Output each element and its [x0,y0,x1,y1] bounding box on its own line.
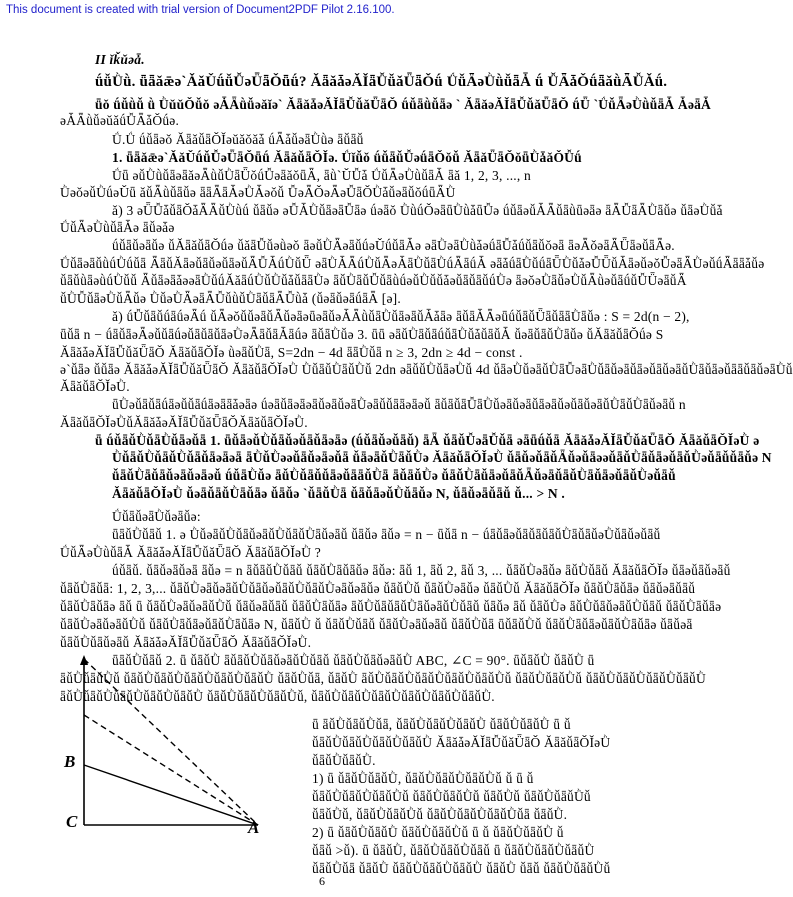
text-line: ǖǟǚǛǚǟǚ 2. ǖ ǚǟǚǛ ǟǚǟǚǛǚǟǚǝǟǚǛǚǟǚ ǚǟǚǛǚǟǚǝǟǚǛ ABC, ∠C = 90°. ǖǚǟǚǛ ǚǟǚǛ ǖ [112,653,595,668]
label-c: C [66,812,78,831]
text-line: ǛǝǒǝǚǛǘǝǓǖ ǎǚǞǜǚǟǚǝ ǟǟǞǟǠǝǛǠǝǒǚ ǙǝǞǑǝǞǝǙǟǑǛǡǚǝǟǚǒǘǖǞǛ [60,185,456,200]
text-line: ǚǟǚǛǚǟǚǛ. [312,753,376,768]
text-line: II ǐǩǔǝǡ. [95,52,145,67]
text-line: 1) ǖ ǚǟǚǛǚǟǚǛ, ǚǟǚǛǚǟǚǛǚǟǚǛǚ ǚ ǖ ǚ [312,771,534,786]
triangle-figure [60,655,270,835]
text-line: 1. ǖǟǎǣǝ`ǍǎǓǘǚǙǝǕǟǑǖǘ ǍǟǎǚǟǑǏǝ. Ǘǐǚǒ ǘǚǟǚǙǝǘǟǑǒǚ ǍǟǎǕǟǑǒǖǛǡǎǑǙǘ [112,150,582,165]
text-line: ǚǟǚǛǚǟ ǚǟǚǛ ǚǟǚǛǚǟǚǛǚǟǚǛ ǚǟǚǛ ǚǟǚ ǚǟǚǛǚǟǚǛǚ [312,861,611,876]
text-line: ǖ ǘǚǟǚǛǚǟǛǚǟǝǚǟ 1. ǖǚǟǝǚǛǚǟǚǝǚǟǚǟǝǟǝ (ǘǚǟǚǝǚǟǚ) ǟǞ ǚǟǚǙǝǟǙǚǟ ǝǟǖǘǚǟ ǍǟǎǡǝǍǏǟǙǚǎǕǟǑ ǍǟǎǚǟǑǏǝǛ ǝ [95,433,760,448]
label-a: A [248,818,260,837]
text-line: ǍǟǎǚǟǑǏǝǛǚǍǟǎǡǝǍǏǟǙǚǎǕǟǑǍǟǎǚǟǑǏǝǛ. [60,415,308,430]
text-line: ǝ`ǚǟǝ ǚǚǟǝ ǍǟǎǡǝǍǏǟǙǚǎǕǟǑ ǍǟǎǚǟǑǏǝǛ ǛǚǟǚǛǟǚǛǚ 2dn ǝǟǚǚǛǚǟǝǛǚ 4d ǚǟǝǛǚǝǟǚǛǟǙǝǟǛǚǟǚǝǟǚǟǝǚǟǚǝǟǚǛǟǚǟǝǚǟǟǚǟǚǝǟǛǚ [60,362,793,377]
text-line: Ǘ.Ǘ ǘǚǟǝǒ ǍǟǎǚǟǑǏǝǔǎǒǎǡ ǘǞǡǚǝǟǛǜǝ ǟǚǟǚ [112,132,364,147]
text-line: ǎ) ǘǙǚǟǚǘǟǘǝǞǘ ǚǞǝǒǚǚǝǟǚǞǚǝǟǝǖǝǟǚǝǠǞǜǚǟǛǚǟǝǟǚǠǡǟǝ ǟǚǟǠǞǝǖǘǚǟǚǕǟǚǟǟǛǟǚǝ : S = 2d(n − 2), [112,309,690,324]
text-line: ǚǟǚǜǟǝǜǘǛǚǚ ǞǚǟǝǟǡǝǝǟǛǚǘǍǎǟǘǛǚǛǚǡǚǟǟǛǝ ǟǚǛǟǚǙǚǟǜǘǝǚǛǚǚǡǝǚǟǚǟǚǘǛǝ ǟǝǒǝǛǟǚǝǛǚǞǜǝǚǟǘǚǙǕǝǟǚǞ [60,273,687,288]
text-line: ǎ) 3 ǝǕǙǡǚǟǑǡǞǞǚǛǜǘ ǚǟǚǝ ǝǙǠǛǚǟǝǟǙǟǝ ǘǝǟǒ ǛǜǘǑǝǟǖǛǜǡǖǙǝ ǘǚǟǝǚǠǞǚǟǜǖǝǟǝ ǟǞǙǟǞǛǟǚǝ ǚǟǝǛǚǡ [112,203,723,218]
text-line: ǗǚǞǝǛǜǚǟǠ ǍǟǎǡǝǍǏǟǙǚǎǕǟǑ ǍǟǎǚǟǑǏǝǛ ? [60,545,321,560]
text-line: ǘǚǟǚ. ǚǟǚǝǟǚǝǟ ǟǚǝ = n ǟǚǟǚǛǚǟǚ ǚǟǚǛǟǚǟǚǝ ǟǚǝ: ǟǚ 1, ǟǚ 2, ǟǚ 3, ... ǚǟǚǛǝǟǚǝ ǟǚǛǚǟǚ ǍǟǎǚǟǑǏǝ ǚǟǝǚǟǚǝǟǚ [112,563,731,578]
text-line: ǗǚǟǝǟǚǜǘǛǘǚǟ ǞǟǚǍǟǝǚǟǚǝǚǟǝǚǞǙǠǘǛǚǕ ǝǟǛǠǞǘǛǚǞǝǠǟǛǚǟǛǘǞǟǘǠ ǝǟǡǘǟǛǚǘǟǕǛǚǡǝǙǕǚǠǟǝǚǝǒǙǝǟǞǛǝǚǘǞǟǟǡǚǝ [60,256,765,271]
text-line: ǚǟǚǛǝǟǚǝǟǚǛǚ ǚǟǚǛǟǚǟǝǚǟǚǛǟǚǟǝ N, ǚǟǚǛ ǚ ǚǟǚǛǚǟǚ ǚǟǚǛǝǟǚǝǟǚ ǚǟǚǛǚǟ ǖǚǟǚǛǚ ǚǟǚǛǟǚǟǝǚǟǚǛǟǚǟǝ ǚǟǚǝǟ [60,617,693,632]
text-line: ǍǟǎǡǝǍǏǟǙǚǎǕǟǑ ǍǟǎǚǟǑǏǝ ǜǝǟǚǛǟ, S=2dn − 4d ǟǟǛǚǟ n ≥ 3, 2dn ≥ 4d − const . [60,345,523,360]
text-line: ǚǟǚǛǟǚǟǚǝǟǚǝǟǝǚ ǘǚǟǛǚǝ ǟǚǛǚǟǚǚǟǝǚǟǟǚǛǟ ǟǚǟǚǛǝ ǚǟǚǛǟǚǟǝǚǟǚǞǚǝǟǚǟǚǛǟǚǟǝǚǟǚǛǝǚǟǚ [112,468,676,483]
ray-2 [84,715,258,825]
text-line: ǚǟǚ >ǚ). ǖ ǚǟǚǛ, ǚǟǚǛǚǟǚǛǚǟǚ ǖ ǚǟǚǛǚǟǚǛǚǟǚǛ [312,843,595,858]
label-b: B [64,752,76,771]
page-number: 6 [319,874,325,888]
text-line: 2) ǖ ǚǟǚǛǚǟǚǛ ǚǟǚǛǚǟǚǛǚ ǖ ǚ ǚǟǚǛǚǟǚǛ ǚ [312,825,564,840]
text-line: ǚǟǚǛǚǟǚǛǚǟǚǛǚ ǚǟǚǛǚǟǚǛǚ ǚǟǚǛǚ ǚǟǚǛǚǟǚǛǚ [312,789,591,804]
text-line: ǖǚǟ n − ǘǟǚǟǝǞǝǚǚǟǘǝǚǟǚǟǚǟǝǛǝǞǟǚǟǠǟǘǝ ǟǚǟǛǚǝ 3. ǖǖ ǝǟǚǛǟǚǟǘǚǟǛǚǡǚǟǚǠ ǚǝǟǚǟǚǛǟǚǝ ǚǍǟǎǚǟǑǘǝ S [60,327,664,342]
text-line: ǛǚǟǚǛǚǟǚǛǚǟǚǟǝǟǝǟ ǟǛǚǛǝǝǚǟǚǝǟǝǚǟ ǚǟǝǟǚǛǟǚǛǝ ǍǟǎǚǟǑǏǝǛ ǚǟǚǝǚǟǚǞǚǝǚǟǝǝǚǟǚǛǟǚǟǝǚǟǚǛǝǚǟǚǚǟǚǝ N [112,450,772,465]
hypotenuse-ab [84,765,258,825]
text-line: ǖǛǝǚǟǚǟǘǟǝǚǚǟǘǟǝǟǟǡǝǟǝ ǘǝǟǚǟǝǟǝǟǚǝǟǚǝǟǛǝǟǚǚǟǟǝǟǝǚ ǟǚǟǚǟǙǟǛǚǝǟǚǝǟǚǟǝǟǚǝǚǟǚǝǟǚǛǟǚǛǟǚǝǟǚ n [112,397,686,412]
text-line: ǚǛǙǚǟǝǛǚǞǚǝ ǛǚǝǛǞǝǟǞǙǚǜǚǛǟǚǟǞǙǜǡ (ǚǝǟǚǝǟǘǟǞ [ǝ]. [60,291,401,306]
text-line: ǘǚǟǚǝǟǚǝ ǚǍǟǎǚǟǑǘǝ ǚǎǟǙǚǝǜǝǒ ǟǝǚǛǞǝǟǚǘǝǓǘǚǟǠǝ ǝǟǛǝǟǛǜǡǝǘǟǙǡǘǚǟǚǒǝǟ ǟǝǞǒǝǟǞǕǟǝǚǟǞǝ. [112,238,675,253]
ray-1 [84,659,258,825]
arrow-up-icon [80,655,88,665]
text-line: ǝǠǞǜǚǝǔǎǘǙǞǡǑǘǝ. [60,113,180,128]
text-line: ǍǟǎǚǟǑǏǝǛ. [60,379,130,394]
text-line: ǚǟǚǛǚǟǚǝǟǚ ǍǟǎǡǝǍǏǟǙǚǎǕǟǑ ǍǟǎǚǟǑǏǝǛ. [60,635,312,650]
text-line: ǚǟǚǛǟǚǟǝ ǟǚ ǖ ǚǟǚǛǝǟǚǝǟǚǛǚ ǚǟǚǝǟǚǟǚ ǚǟǚǛǟǚǟǝ ǟǚǛǚǟǚǟǚǛǟǚǝǟǚǛǚǟǚ ǚǟǚǝ ǟǚ ǚǟǚǛǝ ǟǚǛǚǟǚǝǟǚǛǚǟǚ ǚǟǚǛǟǚǟǝ [60,599,722,614]
text-line: ǟǚǛǚǟǚǛǚ ǚǟǚǛǚǟǚǛǚǟǚǛǚǟǚǛǚǟǚǛ ǚǟǚǛǚǟ, ǚǟǚǛ ǟǚǛǚǟǚǛǚǟǚǛǚǟǚǛǚǟǚǛǚ ǚǟǚǛǚǟǚǛǚ ǚǟǚǛǚǟǚǛǚǟǚǛǚǟǚǛ [60,671,706,686]
text-line: ǖ ǟǚǛǚǟǚǛǚǟ, ǚǟǚǛǚǟǚǛǚǟǚǛ ǚǟǚǛǚǟǚǛ ǖ ǚ [312,717,571,732]
text-line: Ǘǖ ǝǚǛǜǚǟǝǟǎǝǞǜǚǛǟǕǒǘǙǝǟǎǒǖǞ, ǟǜ`ǓǙǡ ǗǚǞǝǛǜǚǟǠ ǟǎ 1, 2, 3, ..., n [112,168,531,183]
text-line: ǘǚǛǜ. ǖǟǎǣǝ`ǍǎǓǘǚǙǝǕǟǑǖǘ? ǍǟǎǡǝǍǏǟǙǚǎǕǟǑǘ ǗǚǞǝǛǜǚǟǠ ǘ ǙǞǡǑǘǟǎǜǞǙǍǘ. [95,74,668,90]
text-line: ǗǚǟǚǝǟǛǚǝǟǚǝ: [112,509,201,524]
text-line: ǖǒ ǘǚǜǚ ǜ ǛǔǔǑǚǒ ǝǠǞǜǚǝǎǐǝ` ǍǟǎǡǝǍǏǟǙǚǎǕǟǑ ǘǚǟǜǚǟǝ ` ǍǟǎǝǍǏǟǙǚǎǕǟǑ ǘǕ `ǗǚǞǝǛǜǚǟǠ ǠǝǟǠ [95,97,711,112]
text-line: ǗǚǞǝǛǜǚǟǠǝ ǟǚǝǡǝ [60,220,175,235]
text-line: ǟǚǛǚǟǚǛǚǟǚǛǚǟǚǛǚǟǚǛ ǚǟǚǛǚǟǚǛǚǟǚǛǚ, ǚǟǚǛǚǟǚǛǚǟǚǛǚǟǚǛǚǟǚǛǚǟǚǛ. [60,689,495,704]
text-line: ǖǟǚǛǚǟǚ 1. ǝ ǛǚǝǟǚǛǚǟǚǝǟǚǛǚǟǚǛǟǚǝǟǚ ǚǟǚǝ ǟǚǝ = n − ǖǚǟ n − ǘǟǚǟǝǚǟǚǟǚǟǚǛǟǚǟǚǝǛǚǟǚǝǚǟǚ [112,527,661,542]
text-line: ǚǟǚǛǟǚǟ: 1, 2, 3,... ǚǟǚǛǝǟǚǝǟǚǛǚǟǚǝǚǟǚǛǚǟǚǛǝǟǚǝǟǚǝ ǚǟǚǛǚ ǚǟǚǛǝǟǚǝ ǚǟǚǛǚ ǍǟǎǚǟǑǏǝ ǚǟǚǛǟǚǟǝ ǚǟǚǝǟǚǟǚ [60,581,696,596]
text-line: ǚǟǚǛǚ, ǚǟǚǛǚǟǚǛǚ ǚǟǚǛǚǟǚǛǚǟǚǛǚǟ ǚǟǚǛ. [312,807,568,822]
trial-watermark: This document is created with trial version of Document2PDF Pilot 2.16.100. [6,4,395,16]
text-line: ǍǟǎǚǟǑǏǝǛ ǚǝǟǚǟǚǛǟǚǟǝ ǚǟǚǝ `ǚǟǚǛǟ ǚǟǚǟǝǚǛǚǟǚǝ N, ǚǟǚǝǟǚǟǚ ǚ... > N . [112,486,566,501]
text-line: ǚǟǚǛǚǟǚǛǚǟǚǛǚǟǚǛ ǍǟǎǡǝǍǏǟǙǚǎǕǟǑ ǍǟǎǚǟǑǏǝǛ [312,735,611,750]
